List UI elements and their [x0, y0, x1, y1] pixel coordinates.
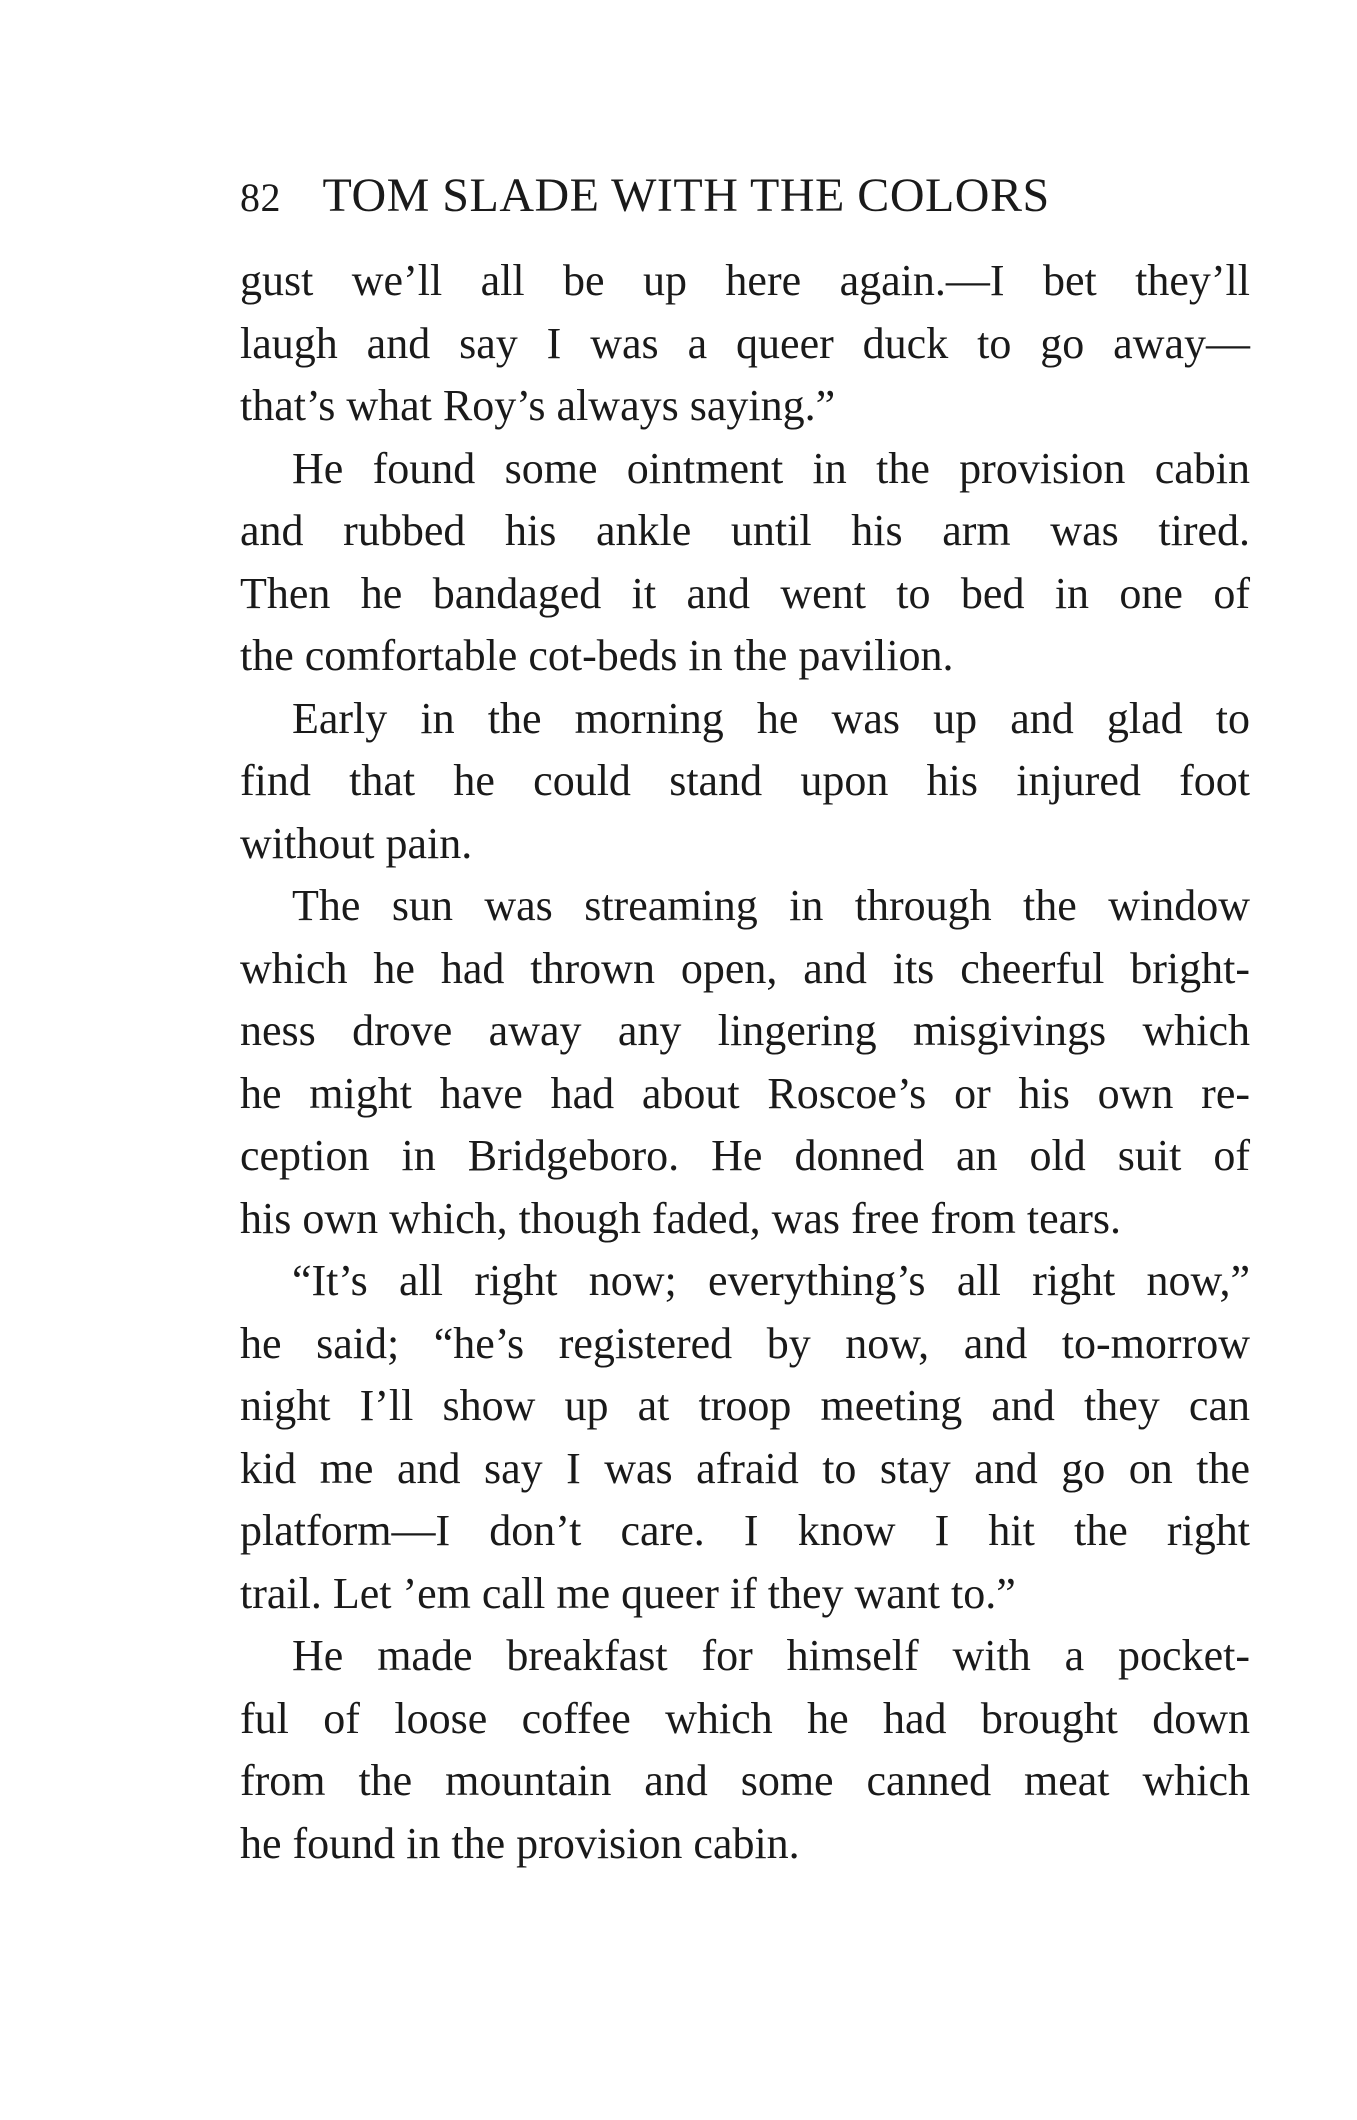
text-line: ful of loose coffee which he had brought down: [240, 1693, 1250, 1743]
text-line: find that he could stand upon his injured foot: [240, 756, 1250, 805]
text-line: ception in Bridgeboro. He donned an old suit of: [240, 1131, 1250, 1180]
text-line: trail. Let ’em call me queer if they want to.”: [240, 1568, 1016, 1618]
text-line: “It’s all right now; everything’s all right now,”: [292, 1256, 1250, 1305]
text-line: the comfortable cot-beds in the pavilion.: [240, 631, 954, 680]
text-line: which he had thrown open, and its cheerful bright-: [240, 943, 1250, 993]
paragraph: [240, 1250, 1250, 1625]
text-line: night I’ll show up at troop meeting and they can: [240, 1381, 1250, 1430]
text-line: kid me and say I was afraid to stay and go on the: [240, 1443, 1250, 1493]
page-number: 82: [240, 175, 281, 220]
text-line: he found in the provision cabin.: [240, 1818, 800, 1868]
text-line: he said; “he’s registered by now, and to-morrow: [240, 1318, 1250, 1368]
text-line: and rubbed his ankle until his arm was tired.: [240, 506, 1250, 555]
body-text: [240, 250, 1250, 1875]
text-line: gust we’ll all be up here again.—I bet they’ll: [240, 256, 1250, 305]
paragraph: [240, 875, 1250, 1250]
text-line: from the mountain and some canned meat which: [240, 1756, 1250, 1805]
text-line: that’s what Roy’s always saying.”: [240, 381, 836, 430]
running-title: TOM SLADE WITH THE COLORS: [322, 169, 1050, 222]
text-line: He found some ointment in the provision cabin: [292, 443, 1250, 493]
text-line: without pain.: [240, 818, 473, 868]
paragraph: [240, 688, 1250, 876]
text-line: He made breakfast for himself with a pocket-: [292, 1631, 1250, 1680]
text-line: The sun was streaming in through the window: [292, 881, 1250, 930]
paragraph: [240, 438, 1250, 688]
text-line: his own which, though faded, was free from tears.: [240, 1193, 1121, 1243]
text-line: laugh and say I was a queer duck to go away—: [240, 318, 1250, 368]
running-head: [240, 168, 1200, 232]
text-line: Then he bandaged it and went to bed in one of: [240, 568, 1250, 618]
text-line: Early in the morning he was up and glad to: [292, 693, 1250, 743]
paragraph: [240, 250, 1250, 438]
text-line: platform—I don’t care. I know I hit the right: [240, 1506, 1250, 1555]
text-line: ness drove away any lingering misgivings which: [240, 1006, 1250, 1055]
text-line: he might have had about Roscoe’s or his own re-: [240, 1068, 1250, 1118]
paragraph: [240, 1625, 1250, 1875]
